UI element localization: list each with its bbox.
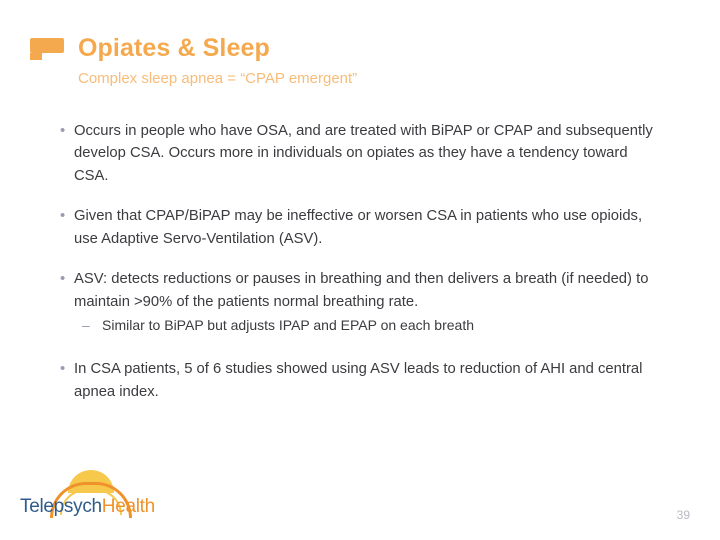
sub-bullet-item <box>58 315 658 336</box>
bullet-text: Given that CPAP/BiPAP may be ineffective or worsen CSA in patients who use opioids, use Adaptive Servo-Ventilation (ASV). <box>74 208 643 247</box>
logo-text-primary: Telepsych <box>20 496 102 517</box>
logo-text-secondary: Health <box>101 496 155 517</box>
bullet-item <box>58 205 658 250</box>
bullet-item <box>58 268 658 313</box>
bullet-marker-icon: • <box>60 208 66 225</box>
bullet-group <box>58 358 658 403</box>
bullet-text: Occurs in people who have OSA, and are treated with BiPAP or CPAP and subsequently develop CSA. Occurs more in individuals on opiates as they have a tendency toward CSA. <box>74 123 653 184</box>
bullet-group <box>58 268 658 336</box>
bullet-group <box>58 205 658 250</box>
sub-bullet-marker-icon: – <box>82 317 90 334</box>
title-accent-bar <box>30 38 64 53</box>
page-title: Opiates & Sleep <box>78 34 270 62</box>
sub-bullet-text: Similar to BiPAP but adjusts IPAP and EPAP on each breath <box>102 317 474 334</box>
logo-text <box>20 496 180 518</box>
bullet-item <box>58 120 658 187</box>
bullet-text: ASV: detects reductions or pauses in breathing and then delivers a breath (if needed) to maintain >90% of the patients normal breathing rate. <box>74 271 649 310</box>
bullet-text: In CSA patients, 5 of 6 studies showed using ASV leads to reduction of AHI and central apnea index. <box>74 361 643 400</box>
bullet-marker-icon: • <box>60 271 66 288</box>
bullet-marker-icon: • <box>60 361 66 378</box>
page-subtitle: Complex sleep apnea = “CPAP emergent” <box>78 70 358 87</box>
bullet-marker-icon: • <box>60 123 66 139</box>
bullet-group <box>58 120 658 187</box>
slide-body <box>58 120 658 421</box>
bullet-item <box>58 358 658 403</box>
logo <box>20 470 180 526</box>
page-number: 39 <box>676 508 690 522</box>
